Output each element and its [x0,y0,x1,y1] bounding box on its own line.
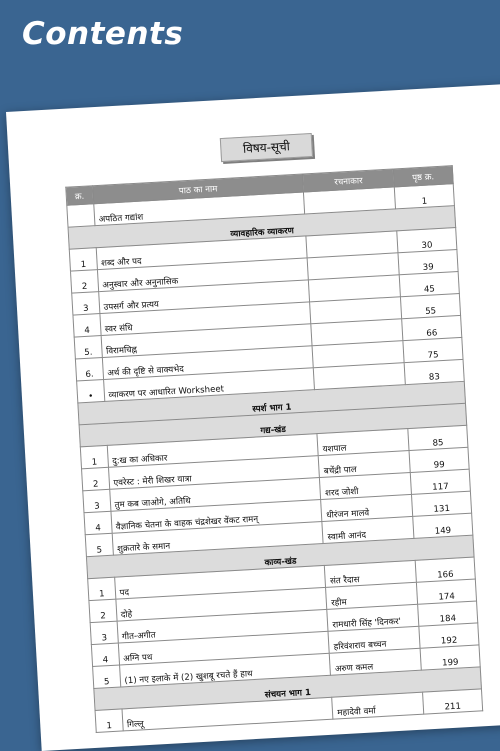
table-body [67,184,483,733]
lesson-author: रहीम [326,582,417,609]
lesson-title: गिल्लू [122,697,334,731]
row-number: 4 [91,643,119,666]
row-number: 1 [95,709,123,732]
page-number: 83 [404,359,464,384]
row-number: 1 [88,577,116,600]
row-number: 2 [82,467,110,490]
page-number: 131 [411,491,471,516]
lesson-title: वैज्ञानिक चेतना के वाहक चंद्रशेखर वेंकट रामन् [111,500,323,534]
lesson-title: स्वर संधि [99,302,311,336]
row-number: • [77,379,105,402]
row-number [67,204,95,227]
lesson-title: पद [114,565,326,599]
contents-table [65,165,483,733]
row-number: 4 [73,314,101,337]
lesson-author: रामधारी सिंह 'दिनकर' [327,604,418,631]
section-title: स्पर्श भाग 1 [78,381,466,425]
lesson-title: अनुस्वार और अनुनासिक [97,258,309,292]
lesson-author: बचेंद्री पाल [319,451,410,478]
lesson-title: अर्थ की दृष्टि से वाक्यभेद [102,346,314,380]
page-number: 99 [409,447,469,472]
page-number: 75 [403,337,463,362]
lesson-title: तुम कब जाओगे, अतिथि [109,478,321,512]
page-number: 211 [422,689,482,714]
page-number: 117 [410,469,470,494]
column-header-page: पृष्ठ क्र. [393,166,453,187]
lesson-title: व्याकरण पर आधारित Worksheet [103,368,315,402]
page-number: 45 [399,272,459,297]
section-title: संचयन भाग 1 [94,667,482,711]
lesson-title: उपसर्ग और प्रत्यय [98,280,310,314]
page-number: 174 [416,579,476,604]
lesson-title: गीत-अगीत [117,609,329,643]
lesson-author: अरुण कमल [330,648,421,675]
page-number: 149 [412,513,472,538]
lesson-author: यशपाल [317,429,408,456]
section-title: व्यावहारिक व्याकरण [68,206,456,250]
row-number: 1 [80,445,108,468]
lesson-title: (1) नए इलाके में (2) खुशबू रचते हैं हाथ [119,653,331,687]
page-number: 85 [408,425,468,450]
row-number: 3 [72,292,100,315]
lesson-author: शरद जोशी [320,473,411,500]
page-number: 55 [400,293,460,318]
lesson-author: महादेवी वर्मा [332,692,423,719]
row-number: 5 [93,665,121,688]
page-number: 1 [394,184,454,209]
lesson-title: एवरेस्ट : मेरी शिखर यात्रा [108,456,320,490]
contents-page [6,82,500,751]
row-number: 5. [74,336,102,359]
section-title: काव्य-खंड [86,535,474,579]
section-title: गद्य-खंड [79,403,467,447]
row-number: 4 [84,511,112,534]
sheet-title: विषय-सूची [220,133,313,162]
page-number: 30 [396,228,456,253]
lesson-title: दोहे [115,587,327,621]
row-number: 1 [69,248,97,271]
column-header-number: क्र. [66,186,94,205]
lesson-author: धीरंजन मालवे [321,494,412,521]
row-number: 6. [75,358,103,381]
row-number: 2 [70,270,98,293]
page-number: 66 [401,315,461,340]
row-number: 2 [89,599,117,622]
page-number: 184 [417,601,477,626]
lesson-title: अपठित गद्यांश [93,192,305,226]
lesson-title: विरामचिह्न [101,324,313,358]
lesson-title: दु:ख का अधिकार [107,434,319,468]
column-header-title: पाठ का नाम [92,174,303,204]
row-number: 5 [85,533,113,556]
page-number: 192 [419,623,479,648]
page-number: 199 [420,645,480,670]
lesson-author: हरिवंशराय बच्चन [328,626,419,653]
row-number: 3 [83,489,111,512]
lesson-title: अग्नि पथ [118,631,330,665]
column-header-author: रचनाकार [303,169,394,192]
row-number: 3 [90,621,118,644]
page-number: 166 [415,557,475,582]
lesson-title: शुक्रतारे के समान [112,521,324,555]
page-number: 39 [398,250,458,275]
lesson-author: स्वामी आनंद [322,516,413,543]
lesson-title: शब्द और पद [96,236,308,270]
lesson-author: संत रैदास [325,560,416,587]
banner-title: Contents [22,16,184,52]
